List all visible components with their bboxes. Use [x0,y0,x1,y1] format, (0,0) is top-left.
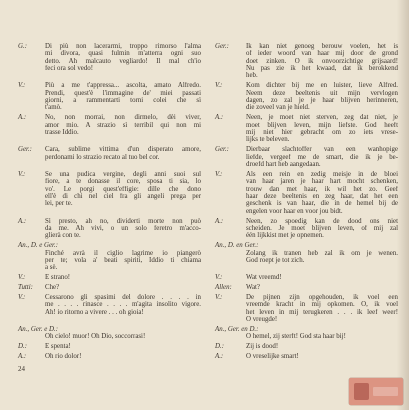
speaker-label: V.: [18,274,26,282]
dutch-translation [215,242,398,271]
speaker-label: V.: [215,294,223,301]
speaker-label: A.: [215,353,224,361]
text-line: Oh rio dolor! [45,353,82,361]
speaker-label: Ger.: [215,43,229,50]
text-line: mi divora, quasi fulmin m'atterra ogni suo [45,50,201,58]
text-line: Ah! io ritorno a vivere . . . oh gioia! [45,308,144,316]
dialogue-row [18,353,398,360]
text-line: No, non morrai, non dirmelo, dèi viver, [45,114,201,122]
text-line: Zij is dood! [246,343,279,351]
text-line: lei, per te. [45,200,73,208]
text-line: geschenk is van haar, die in de hemel bij de [246,200,398,208]
text-line: het leven in mij terugkeren . . . ik leef weer! [246,308,398,316]
text-line: Nu pas zie ik het kwaad, dat ik berokkend [246,65,398,73]
text-line: Neen, je moet niet sterven, zeg dat niet, je [246,114,398,122]
text-line: haar deze beeltenis en zeg haar, dat het een [246,192,398,200]
dialogue-row [18,343,398,350]
italian-text [18,242,201,271]
dutch-translation [215,82,398,111]
sticker-label [349,378,403,405]
speaker-label: V.: [215,170,223,178]
speaker-label: V.: [18,294,26,301]
text-line: één lijkkist met je opnemen. [246,232,324,240]
text-line: trouw dan met haar, ik wil het zo. Geef [246,185,398,193]
text-line: Più a me t'appressa... ascolta, amato Alfredo. [45,82,201,90]
speaker-label: A.: [215,217,224,225]
italian-text [18,146,201,168]
dialogue-row [18,171,398,215]
dutch-translation [215,171,398,215]
text-line: Cessarono gli spasimi del dolore . . . . in [45,294,201,301]
italian-text [18,171,201,215]
text-line: doet zinken. O ik onvoorzichtige grijsaard! [246,57,398,65]
text-line: a sè. [45,264,58,272]
text-line: De pijnen zijn opgehouden, ik voel een [246,294,398,301]
speaker-label: Allen: [215,284,232,292]
dutch-translation [215,43,398,80]
speaker-label: Ger.: [215,146,229,154]
text-line: amor mio. A strazio sì terribil qui non mi [45,121,201,129]
dialogue-row [18,294,398,323]
text-line: O hemel, zij sterft! God sta haar bij! [246,333,346,341]
dutch-translation [215,146,398,168]
speaker-label: G.: [18,43,27,50]
italian-text [18,274,201,281]
text-line: Finché avrà il ciglio lagrime io piangerò [45,249,201,257]
dutch-translation [215,218,398,240]
text-line: Wat vreemd! [246,274,282,282]
text-line: Als een rein en zedig meisje in de bloei [246,170,398,178]
text-line: lijks te beleven. [246,136,290,144]
dialogue-row [18,82,398,111]
text-line: Ik kan niet genoeg berouw voelen, het is [246,43,398,50]
text-line: detto. Ah malcauto vegliardo! Il mal ch'io [45,57,201,65]
speaker-label: V.: [18,170,26,178]
text-line: Se una pudica vergine, degli anni suoi sul [45,170,201,178]
speaker-label: A.: [18,217,27,225]
libretto-columns [18,43,398,363]
speaker-label: An., D. en Ger.: [215,242,259,250]
text-line: vo'. Le porgi quest'effigie: dille che dono [45,185,201,193]
dutch-translation [215,274,398,281]
speaker-label: V.: [18,82,26,90]
speaker-label: A.: [18,114,27,122]
text-line: O vreselijke smart! [246,353,299,361]
italian-text [18,114,201,143]
speaker-label: Ger.: [18,146,32,154]
speaker-label: A.: [215,114,224,122]
text-line: Di più non lacerarmi, troppo rimorso l'alma [45,43,201,50]
text-line: trasse Iddio. [45,128,79,136]
italian-text [18,326,201,341]
dialogue-row [18,242,398,271]
sticker-band [373,387,398,396]
text-line: Prendi, quest'è l'immagine de' miei passati [45,89,201,97]
text-line: Kom dichter bij me en luister, lieve Alfred. [246,82,398,90]
dialogue-row [18,43,398,80]
text-line: Zolang ik tranen heb zal ik om je wenen. [246,249,398,257]
text-line: È spenta! [45,343,71,351]
italian-text [18,284,201,291]
page-number: 24 [18,365,25,373]
speaker-label: Tutti: [18,284,33,292]
text-line: feci ora sol vedo! [45,65,94,73]
speaker-label: V.: [215,82,223,90]
text-line: Che? [45,284,60,292]
text-line: heb. [246,72,258,80]
text-line: engelen voor haar en voor jou bidt. [246,207,343,215]
text-line: van haar jaren je haar hart mocht schenken, [246,178,398,186]
text-line: Cara, sublime vittima d'un disperato amore, [45,146,201,154]
dutch-translation [215,284,398,291]
italian-text [18,353,201,360]
text-line: God roept je tot zich. [246,256,305,264]
dialogue-row [18,284,398,291]
dialogue-row [18,218,398,240]
text-line: Dierbaar slachtoffer van een wanhopige [246,146,398,154]
text-line: me . . . . rinasce . . . . m'agita insolito vigore. [45,301,201,309]
text-line: die zoveel van je hield. [246,104,310,112]
text-line: liefde, vergeef me de smart, die ik je be- [246,153,398,161]
italian-text [18,82,201,111]
italian-text [18,218,201,240]
text-line: t'amò. [45,104,62,112]
text-line: È strano! [45,274,71,282]
italian-text [18,343,201,350]
speaker-label: V.: [215,274,223,282]
text-line: scheiden. Je moet blijven leven, of mij zal [246,224,398,232]
text-line: of ieder woord van haar mij door de grond [246,50,398,58]
text-line: fiore, a te donasse il core, sposa ti sia, lo [45,178,201,186]
text-line: vreemde kracht in mij opkomen. O, ik voel [246,301,398,309]
dutch-translation [215,326,398,341]
text-line: giorni, a rammentarti torni colei che sì [45,97,201,104]
text-line: droefd hart heb aangedaan. [246,160,321,168]
speaker-label: An., D. e Ger.: [18,242,58,250]
sticker-mark [354,383,369,400]
text-line: dagen, zo zal je je haar blijven herinneren, [246,97,398,104]
text-line: Neem deze beeltenis uit mijn vervlogen [246,89,398,97]
text-line: moet blijven leven, mijn liefste. God heeft [246,121,398,129]
dutch-translation [215,114,398,143]
text-line: per te; vola a' beati spiriti, Iddio ti chiama [45,256,201,264]
italian-text [18,43,201,80]
text-line: ell'è di chi nel ciel fra gli angeli prega per [45,192,201,200]
text-line: glierà con te. [45,232,81,240]
text-line: mij niet hier gebracht om zo iets vrese- [246,128,398,136]
text-line: Wat? [246,284,260,292]
speaker-label: D.: [215,343,224,351]
dialogue-row [18,146,398,168]
speaker-label: An., Ger. e D.: [18,325,58,333]
text-line: O vreugde! [246,316,278,324]
speaker-label: D.: [18,343,27,351]
dutch-translation [215,294,398,323]
dialogue-row [18,114,398,143]
text-line: Sì presto, ah no, dividerti morte non può [45,217,201,225]
italian-text [18,294,201,323]
dialogue-row [18,326,398,341]
text-line: da me. Ah vivi, o un solo feretro m'acco- [45,224,201,232]
text-line: perdonami lo strazio recato al tuo bel cor. [45,153,160,161]
dutch-translation [215,353,398,360]
speaker-label: An., Ger. en D.: [215,325,259,333]
text-line: Oh cielo! muor! Oh Dio, soccorrasi! [45,333,146,341]
text-line: Neen, zo spoedig kan de dood ons niet [246,217,398,225]
dialogue-row [18,274,398,281]
dutch-translation [215,343,398,350]
speaker-label: A.: [18,353,27,361]
